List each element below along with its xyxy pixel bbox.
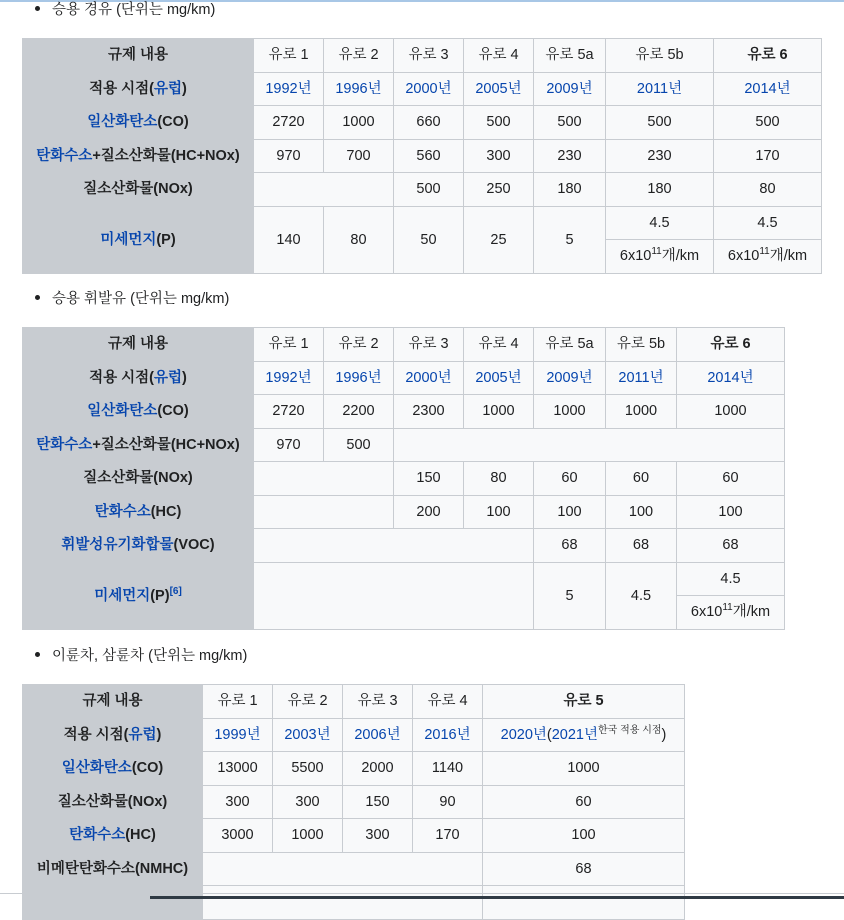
bullet-text: 승용 휘발유 (단위는 mg/km) bbox=[52, 291, 230, 307]
year-link[interactable]: 2021년 bbox=[551, 726, 598, 743]
value-cell: 500 bbox=[714, 106, 822, 140]
value-cell: 100 bbox=[464, 495, 534, 529]
value-cell: 500 bbox=[394, 173, 464, 207]
hc-link[interactable]: 탄화수소 bbox=[36, 436, 93, 453]
header-cell: 유로 1 bbox=[254, 328, 324, 362]
header-cell: 유로 2 bbox=[324, 39, 394, 73]
value-cell: 4.5 bbox=[606, 206, 714, 240]
row-label bbox=[23, 72, 254, 106]
hc-link[interactable]: 탄화수소 bbox=[69, 827, 126, 844]
value-cell: 80 bbox=[324, 206, 394, 273]
year-text: ( bbox=[546, 726, 552, 743]
value-cell: 80 bbox=[714, 173, 822, 207]
empty-cell bbox=[394, 428, 785, 462]
value-cell: 300 bbox=[273, 785, 343, 819]
europe-link[interactable]: 유럽 bbox=[154, 369, 183, 386]
value-cell: 500 bbox=[324, 428, 394, 462]
co-link[interactable]: 일산화탄소 bbox=[87, 114, 158, 131]
table-diesel bbox=[22, 38, 822, 274]
value-cell: 60 bbox=[534, 462, 606, 496]
value-cell: 5500 bbox=[273, 752, 343, 786]
year-cell[interactable]: 1996년 bbox=[324, 72, 394, 106]
value-cell: 2000 bbox=[343, 752, 413, 786]
label-text: (P) bbox=[150, 587, 170, 604]
value-cell: 50 bbox=[394, 206, 464, 273]
value-cell: 4.5 bbox=[677, 562, 785, 596]
year-cell[interactable]: 1996년 bbox=[324, 361, 394, 395]
year-cell[interactable]: 2005년 bbox=[464, 72, 534, 106]
year-cell[interactable]: 2003년 bbox=[273, 718, 343, 752]
value-cell: 100 bbox=[534, 495, 606, 529]
table-row bbox=[23, 206, 822, 240]
pn-cell bbox=[606, 240, 714, 274]
year-link[interactable]: 2020년 bbox=[500, 726, 547, 743]
empty-cell bbox=[254, 495, 394, 529]
value-cell: 60 bbox=[677, 462, 785, 496]
row-label: 질소산화물(NOx) bbox=[23, 462, 254, 496]
value-cell: 170 bbox=[714, 139, 822, 173]
header-cell: 유로 1 bbox=[203, 685, 273, 719]
value-cell: 100 bbox=[483, 819, 685, 853]
header-cell: 유로 2 bbox=[324, 328, 394, 362]
year-cell[interactable]: 2005년 bbox=[464, 361, 534, 395]
row-label bbox=[23, 562, 254, 629]
bullet-motorcycle bbox=[35, 646, 247, 666]
value-cell: 180 bbox=[534, 173, 606, 207]
label-text: (CO) bbox=[157, 114, 189, 131]
bullet-diesel bbox=[35, 0, 215, 20]
value-cell: 1000 bbox=[483, 752, 685, 786]
value-cell: 140 bbox=[254, 206, 324, 273]
value-cell: 230 bbox=[606, 139, 714, 173]
value-cell: 500 bbox=[606, 106, 714, 140]
row-label bbox=[23, 106, 254, 140]
year-cell[interactable]: 1992년 bbox=[254, 361, 324, 395]
table-motorcycle bbox=[22, 684, 685, 920]
label-text: +질소산화물(HC+NOx) bbox=[92, 436, 240, 453]
value-cell: 500 bbox=[464, 106, 534, 140]
value-cell: 2200 bbox=[324, 395, 394, 429]
table-row bbox=[23, 529, 785, 563]
year-cell[interactable]: 2009년 bbox=[534, 361, 606, 395]
europe-link[interactable]: 유럽 bbox=[154, 80, 183, 97]
table-row bbox=[23, 361, 785, 395]
year-cell bbox=[483, 718, 685, 752]
empty-cell bbox=[254, 529, 534, 563]
value-cell: 660 bbox=[394, 106, 464, 140]
row-label: 질소산화물(NOx) bbox=[23, 785, 203, 819]
year-cell[interactable]: 1992년 bbox=[254, 72, 324, 106]
header-cell: 유로 2 bbox=[273, 685, 343, 719]
value-cell: 1000 bbox=[464, 395, 534, 429]
row-label bbox=[23, 495, 254, 529]
table-row bbox=[23, 718, 685, 752]
table-row bbox=[23, 139, 822, 173]
table-row bbox=[23, 106, 822, 140]
empty-cell bbox=[483, 886, 685, 920]
value-cell: 970 bbox=[254, 428, 324, 462]
bullet-gasoline bbox=[35, 289, 229, 309]
value-cell: 300 bbox=[203, 785, 273, 819]
bullet-dot bbox=[35, 652, 40, 657]
empty-cell bbox=[254, 562, 534, 629]
value-cell: 1000 bbox=[606, 395, 677, 429]
year-cell[interactable]: 2011년 bbox=[606, 72, 714, 106]
label-text: (CO) bbox=[131, 760, 164, 777]
header-cell: 유로 5a bbox=[534, 328, 606, 362]
value-cell: 100 bbox=[677, 495, 785, 529]
value-cell: 230 bbox=[534, 139, 606, 173]
header-cell: 규제 내용 bbox=[23, 685, 203, 719]
row-label bbox=[23, 206, 254, 273]
hc-link[interactable]: 탄화수소 bbox=[36, 147, 93, 164]
table-row bbox=[23, 852, 685, 886]
value-cell: 68 bbox=[534, 529, 606, 563]
value-cell: 4.5 bbox=[714, 206, 822, 240]
table-row bbox=[23, 562, 785, 596]
header-cell: 유로 4 bbox=[464, 328, 534, 362]
table-row bbox=[23, 173, 822, 207]
value-cell: 100 bbox=[606, 495, 677, 529]
value-cell: 150 bbox=[343, 785, 413, 819]
voc-link[interactable]: 휘발성유기화합물 bbox=[61, 537, 174, 554]
value-cell: 3000 bbox=[203, 819, 273, 853]
value-cell: 4.5 bbox=[606, 562, 677, 629]
hc-link[interactable]: 탄화수소 bbox=[94, 503, 151, 520]
table-row bbox=[23, 785, 685, 819]
value-cell: 68 bbox=[606, 529, 677, 563]
value-cell: 1000 bbox=[534, 395, 606, 429]
table-row bbox=[23, 886, 685, 920]
value-cell: 80 bbox=[464, 462, 534, 496]
row-label bbox=[23, 395, 254, 429]
pn-text: 개/km bbox=[769, 248, 808, 265]
row-label bbox=[23, 529, 254, 563]
header-cell: 유로 4 bbox=[464, 39, 534, 73]
value-cell: 300 bbox=[464, 139, 534, 173]
pn-cell bbox=[714, 240, 822, 274]
row-label bbox=[23, 752, 203, 786]
empty-cell bbox=[203, 886, 483, 920]
pn-exp: 11 bbox=[651, 246, 662, 258]
row-label bbox=[23, 886, 203, 920]
row-label bbox=[23, 139, 254, 173]
europe-link[interactable]: 유럽 bbox=[128, 726, 157, 743]
header-cell: 유로 5 bbox=[483, 685, 685, 719]
pn-exp: 11 bbox=[722, 602, 733, 614]
row-label bbox=[23, 819, 203, 853]
year-cell[interactable]: 2011년 bbox=[606, 361, 677, 395]
value-cell: 5 bbox=[534, 562, 606, 629]
value-cell: 25 bbox=[464, 206, 534, 273]
value-cell: 2720 bbox=[254, 106, 324, 140]
bullet-dot bbox=[35, 6, 40, 11]
row-label: 비메탄탄화수소(NMHC) bbox=[23, 852, 203, 886]
row-label bbox=[23, 718, 203, 752]
header-cell: 유로 3 bbox=[394, 328, 464, 362]
empty-cell bbox=[254, 462, 394, 496]
label-text: 적용 시점( bbox=[89, 80, 155, 97]
year-cell[interactable]: 2006년 bbox=[343, 718, 413, 752]
value-cell: 90 bbox=[413, 785, 483, 819]
year-cell[interactable]: 1999년 bbox=[203, 718, 273, 752]
row-label: 질소산화물(NOx) bbox=[23, 173, 254, 207]
pn-text: 6x10 bbox=[690, 604, 723, 621]
bottom-divider bbox=[0, 893, 844, 894]
header-cell: 유로 3 bbox=[343, 685, 413, 719]
label-text: (CO) bbox=[157, 403, 189, 420]
table-row bbox=[23, 752, 685, 786]
table-row bbox=[23, 819, 685, 853]
bullet-text: 승용 경유 (단위는 mg/km) bbox=[52, 2, 216, 18]
table-row bbox=[23, 328, 785, 362]
label-text: ) bbox=[156, 726, 162, 743]
table-row bbox=[23, 39, 822, 73]
table-row bbox=[23, 495, 785, 529]
header-cell: 유로 3 bbox=[394, 39, 464, 73]
header-cell: 유로 5b bbox=[606, 328, 677, 362]
value-cell: 560 bbox=[394, 139, 464, 173]
year-cell[interactable]: 2000년 bbox=[394, 72, 464, 106]
label-text: (P) bbox=[156, 231, 176, 248]
header-cell: 유로 1 bbox=[254, 39, 324, 73]
value-cell: 60 bbox=[483, 785, 685, 819]
pn-text: 개/km bbox=[661, 248, 700, 265]
value-cell: 200 bbox=[394, 495, 464, 529]
header-cell: 유로 6 bbox=[714, 39, 822, 73]
year-cell[interactable]: 2016년 bbox=[413, 718, 483, 752]
header-cell: 유로 6 bbox=[677, 328, 785, 362]
pn-text: 6x10 bbox=[619, 248, 652, 265]
year-note: 한국 적용 시점 bbox=[598, 724, 662, 736]
label-text: (VOC) bbox=[173, 537, 215, 554]
pn-text: 6x10 bbox=[727, 248, 760, 265]
value-cell: 2720 bbox=[254, 395, 324, 429]
header-cell: 규제 내용 bbox=[23, 39, 254, 73]
value-cell: 60 bbox=[606, 462, 677, 496]
value-cell: 180 bbox=[606, 173, 714, 207]
co-link[interactable]: 일산화탄소 bbox=[61, 760, 132, 777]
empty-cell bbox=[254, 173, 394, 207]
value-cell: 250 bbox=[464, 173, 534, 207]
label-text: ) bbox=[182, 369, 187, 386]
label-text: ) bbox=[182, 80, 187, 97]
row-label bbox=[23, 361, 254, 395]
value-cell: 1000 bbox=[273, 819, 343, 853]
row-label bbox=[23, 428, 254, 462]
header-cell: 규제 내용 bbox=[23, 328, 254, 362]
value-cell: 1140 bbox=[413, 752, 483, 786]
label-text: (HC) bbox=[125, 827, 156, 844]
header-cell: 유로 4 bbox=[413, 685, 483, 719]
bullet-dot bbox=[35, 295, 40, 300]
value-cell: 700 bbox=[324, 139, 394, 173]
value-cell: 1000 bbox=[324, 106, 394, 140]
value-cell: 970 bbox=[254, 139, 324, 173]
year-cell[interactable]: 2000년 bbox=[394, 361, 464, 395]
table-row bbox=[23, 72, 822, 106]
label-text: +질소산화물(HC+NOx) bbox=[92, 147, 240, 164]
table-row bbox=[23, 685, 685, 719]
co-link[interactable]: 일산화탄소 bbox=[87, 403, 158, 420]
value-cell: 1000 bbox=[677, 395, 785, 429]
empty-cell bbox=[203, 852, 483, 886]
value-cell: 500 bbox=[534, 106, 606, 140]
value-cell: 150 bbox=[394, 462, 464, 496]
label-text: 적용 시점( bbox=[89, 369, 155, 386]
year-cell[interactable]: 2014년 bbox=[714, 72, 822, 106]
year-text: ) bbox=[661, 726, 667, 743]
value-cell: 300 bbox=[343, 819, 413, 853]
table-row bbox=[23, 462, 785, 496]
table-row bbox=[23, 395, 785, 429]
value-cell: 170 bbox=[413, 819, 483, 853]
pn-cell bbox=[677, 596, 785, 630]
label-text: 적용 시점( bbox=[63, 726, 129, 743]
year-cell[interactable]: 2014년 bbox=[677, 361, 785, 395]
pn-text: 개/km bbox=[732, 604, 771, 621]
pn-exp: 11 bbox=[759, 246, 770, 258]
bullet-text: 이륜차, 삼륜차 (단위는 mg/km) bbox=[52, 648, 248, 664]
header-cell: 유로 5b bbox=[606, 39, 714, 73]
label-text: (HC) bbox=[150, 503, 182, 520]
pm-link[interactable]: 미세먼지 bbox=[94, 587, 151, 604]
year-cell[interactable]: 2009년 bbox=[534, 72, 606, 106]
value-cell: 2300 bbox=[394, 395, 464, 429]
header-cell: 유로 5a bbox=[534, 39, 606, 73]
value-cell: 13000 bbox=[203, 752, 273, 786]
table-gasoline bbox=[22, 327, 785, 630]
footnote-link[interactable]: [6] bbox=[169, 585, 182, 597]
table-row bbox=[23, 428, 785, 462]
value-cell: 68 bbox=[483, 852, 685, 886]
value-cell: 68 bbox=[677, 529, 785, 563]
value-cell: 5 bbox=[534, 206, 606, 273]
pm-link[interactable]: 미세먼지 bbox=[100, 231, 157, 248]
